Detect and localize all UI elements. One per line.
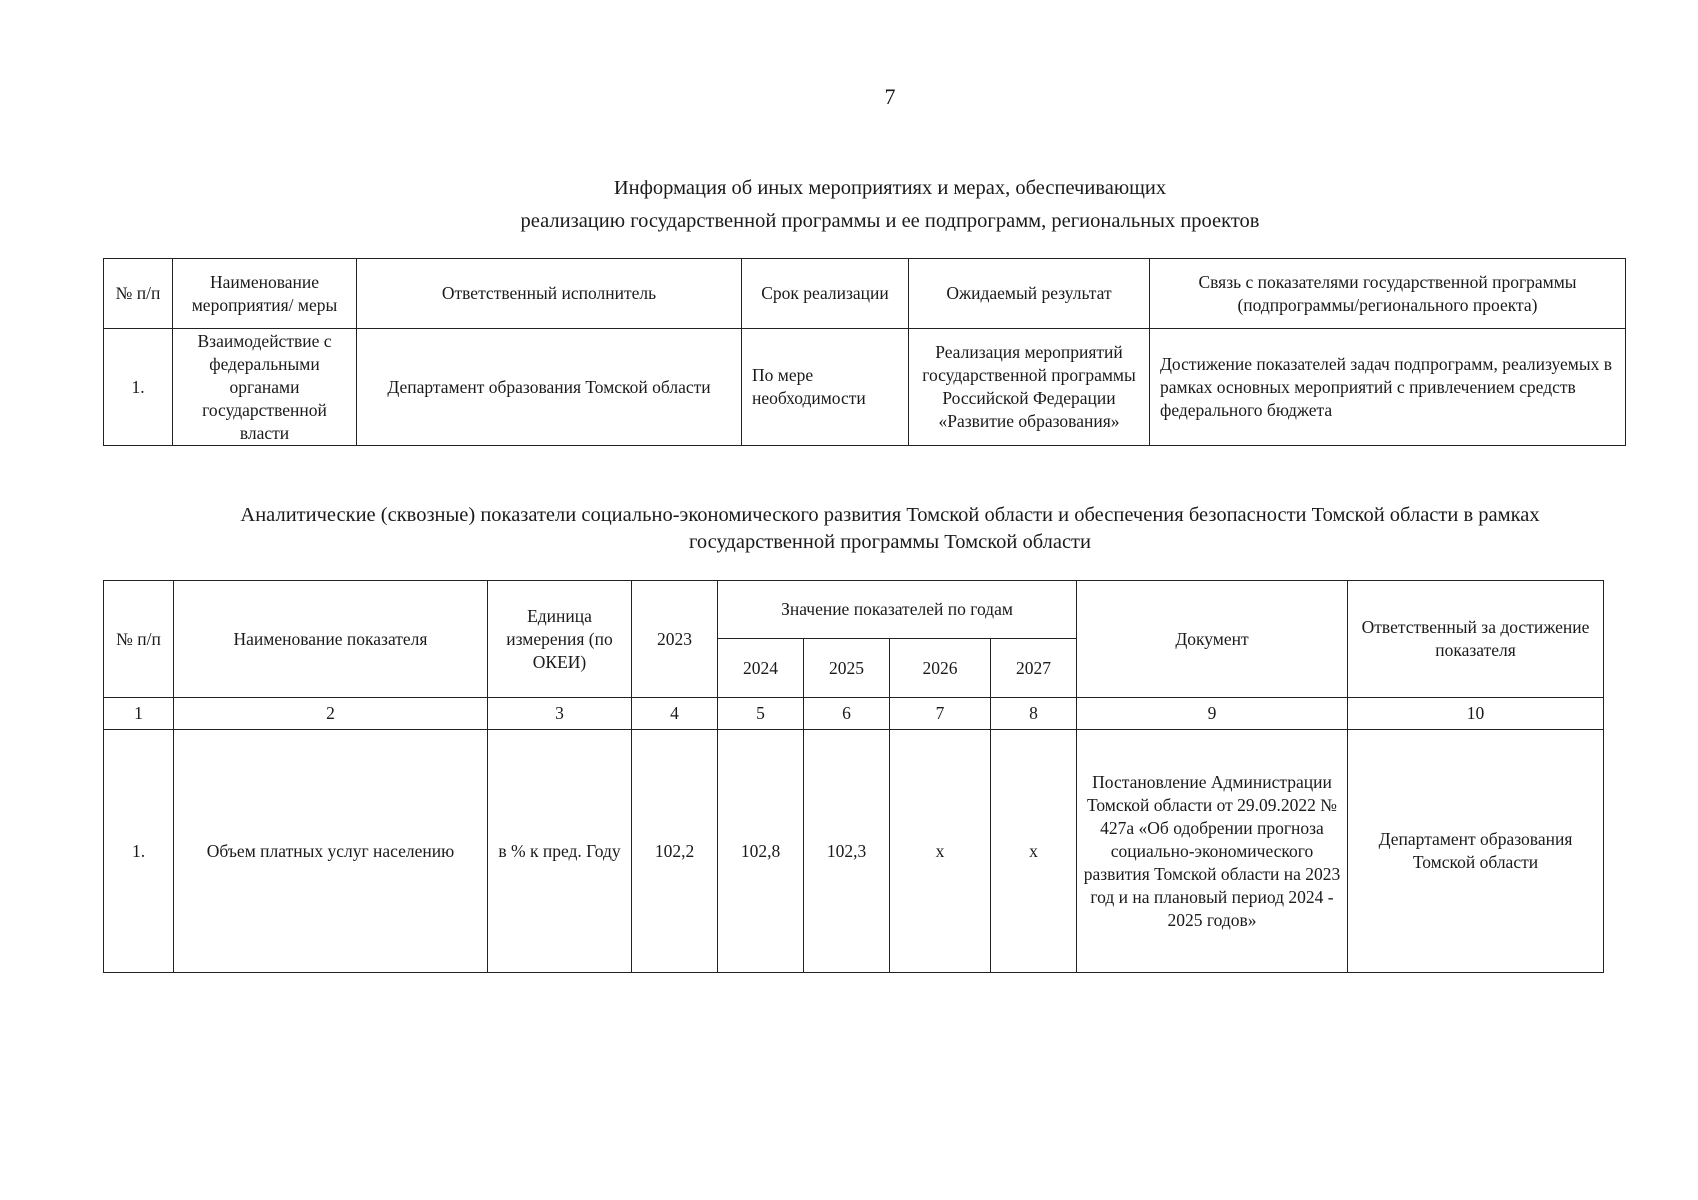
header-year-2025: 2025 [804, 639, 890, 698]
header-year-2024: 2024 [718, 639, 804, 698]
column-number: 3 [488, 698, 632, 730]
section2-title-line1: Аналитические (сквозные) показатели социально-экономического развития Томской области и обеспечения безопасности Томской области в рамках [240, 504, 1540, 526]
cell-expected-result: Реализация мероприятий государственной программы Российской Федерации «Развитие образования» [909, 329, 1150, 446]
cell-num: 1. [104, 730, 174, 973]
column-number: 8 [991, 698, 1077, 730]
header-year-2026: 2026 [890, 639, 991, 698]
cell-executor: Департамент образования Томской области [357, 329, 742, 446]
cell-value-2027: х [991, 730, 1077, 973]
column-number: 7 [890, 698, 991, 730]
section1-title [0, 172, 1698, 238]
column-number: 10 [1348, 698, 1604, 730]
header-indicator-link: Связь с показателями государственной программы (подпрограммы/регионального проекта) [1150, 259, 1626, 329]
table-row [104, 329, 1626, 446]
header-values-by-year: Значение показателей по годам [718, 581, 1077, 639]
column-number: 2 [174, 698, 488, 730]
header-expected-result: Ожидаемый результат [909, 259, 1150, 329]
table-row [104, 730, 1604, 973]
header-term: Срок реализации [742, 259, 909, 329]
page-number: 7 [884, 84, 896, 109]
header-year-2027: 2027 [991, 639, 1077, 698]
header-executor: Ответственный исполнитель [357, 259, 742, 329]
cell-num: 1. [104, 329, 173, 446]
section1-title-line2: реализацию государственной программы и ее подпрограмм, региональных проектов [520, 210, 1260, 232]
column-numbers-row [104, 698, 1604, 730]
cell-measure-name: Взаимодействие с федеральными органами государственной власти [173, 329, 357, 446]
indicators-header-row [104, 581, 1604, 639]
section2-title [0, 502, 1698, 556]
measures-table-header-row [104, 259, 1626, 329]
cell-document: Постановление Администрации Томской области от 29.09.2022 № 427а «Об одобрении прогноза социально-экономического развития Томской области на 2023 год и на плановый период 2024 - 2025 годов» [1077, 730, 1348, 973]
cell-unit: в % к пред. Году [488, 730, 632, 973]
cell-indicator-name: Объем платных услуг населению [174, 730, 488, 973]
cell-value-2024: 102,8 [718, 730, 804, 973]
header-num: № п/п [104, 581, 174, 698]
header-num: № п/п [104, 259, 173, 329]
header-document: Документ [1077, 581, 1348, 698]
section1-title-line1: Информация об иных мероприятиях и мерах, обеспечивающих [613, 177, 1167, 199]
header-responsible: Ответственный за достижение показателя [1348, 581, 1604, 698]
section2-title-line2: государственной программы Томской области [688, 531, 1091, 553]
cell-responsible: Департамент образования Томской области [1348, 730, 1604, 973]
column-number: 1 [104, 698, 174, 730]
indicators-table [103, 580, 1604, 973]
cell-value-2026: х [890, 730, 991, 973]
cell-value-2023: 102,2 [632, 730, 718, 973]
header-measure-name: Наименование мероприятия/ меры [173, 259, 357, 329]
header-indicator-name: Наименование показателя [174, 581, 488, 698]
cell-term: По мере необходимости [742, 329, 909, 446]
header-unit: Единица измерения (по ОКЕИ) [488, 581, 632, 698]
cell-value-2025: 102,3 [804, 730, 890, 973]
measures-table [103, 258, 1626, 446]
header-base-year: 2023 [632, 581, 718, 698]
column-number: 4 [632, 698, 718, 730]
column-number: 9 [1077, 698, 1348, 730]
column-number: 6 [804, 698, 890, 730]
column-number: 5 [718, 698, 804, 730]
cell-indicator-link: Достижение показателей задач подпрограмм, реализуемых в рамках основных мероприятий с привлечением средств федерального бюджета [1150, 329, 1626, 446]
